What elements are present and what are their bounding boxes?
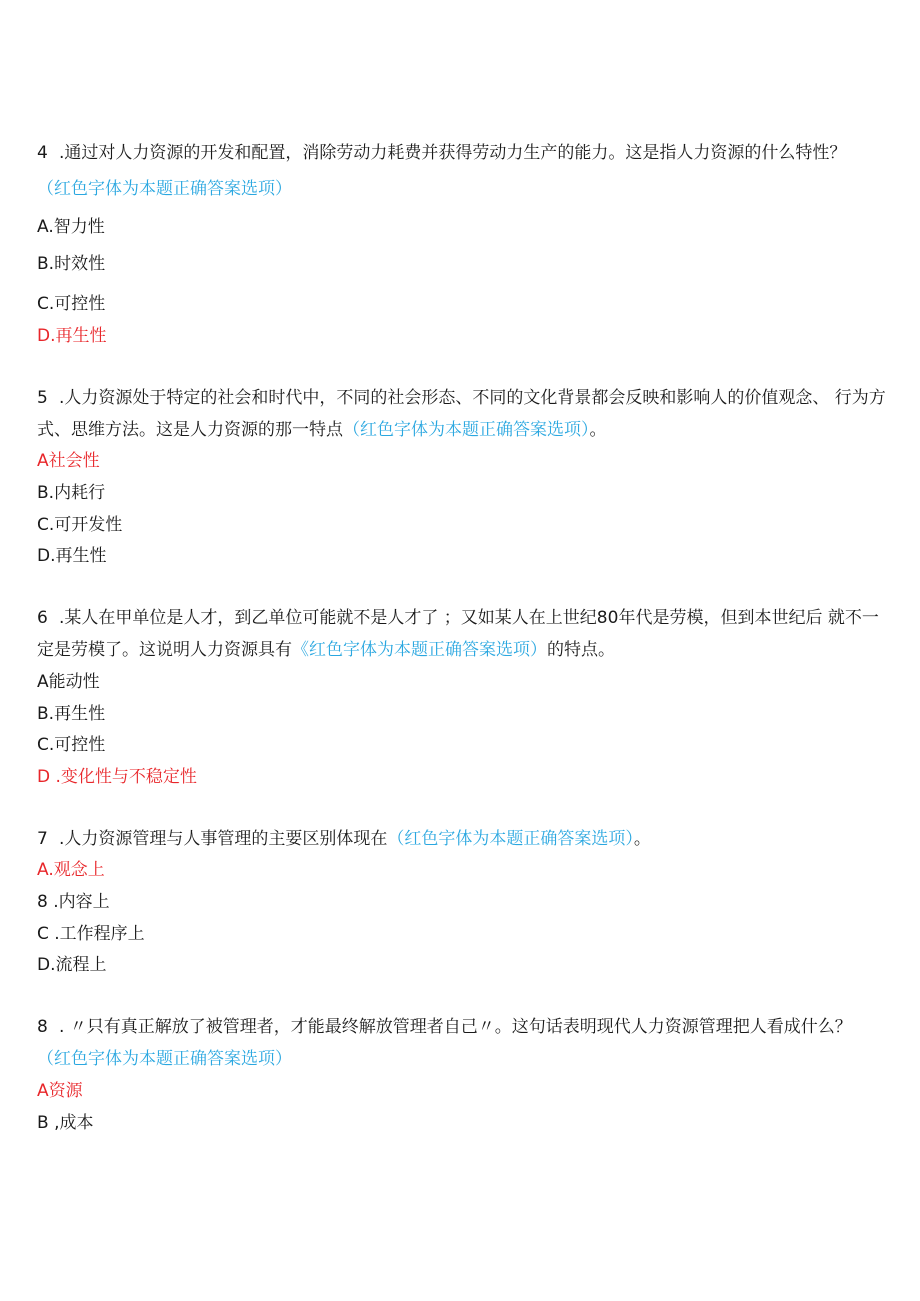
q6-option-a: A能动性	[37, 672, 100, 692]
q5-option-b: B.内耗行	[37, 483, 106, 503]
question-tail: 。	[633, 829, 651, 849]
q5-option-c: C.可开发性	[37, 515, 123, 535]
question-5-stem-line2	[37, 418, 607, 442]
q6-option-c: C.可控性	[37, 735, 106, 755]
q7-option-a-correct: A.观念上	[37, 860, 105, 880]
question-4-stem	[37, 141, 846, 165]
q5-option-d: D.再生性	[37, 546, 107, 566]
q6-option-d-correct: D .变化性与不稳定性	[37, 767, 197, 787]
q7-option-c: C .工作程序上	[37, 924, 145, 944]
question-6-stem-line2	[37, 638, 615, 662]
q5-option-a-correct: A社会性	[37, 451, 100, 471]
question-text: .某人在甲单位是人才，到乙单位可能就不是人才了 ；又如某人在上世纪80年代是劳模，但到本世纪后 就不一	[59, 608, 879, 628]
q4-option-d-correct: D.再生性	[37, 326, 107, 346]
q8-option-a-correct: A资源	[37, 1081, 83, 1101]
question-tail: 的特点。	[547, 640, 615, 660]
q8-option-b: B ,成本	[37, 1113, 94, 1133]
q4-option-c: C.可控性	[37, 294, 106, 314]
question-text: 定是劳模了。这说明人力资源具有	[37, 640, 292, 660]
question-number: 7	[37, 829, 48, 849]
q6-option-b: B.再生性	[37, 704, 106, 724]
question-8-hint: （红色字体为本题正确答案选项）	[37, 1049, 292, 1069]
question-7-stem	[37, 827, 651, 851]
question-6-stem-line1	[37, 606, 879, 630]
question-number: 4	[37, 143, 48, 163]
question-tail: 。	[589, 420, 607, 440]
q4-option-b: B.时效性	[37, 254, 106, 274]
question-text: .人力资源处于特定的社会和时代中，不同的社会形态、不同的文化背景都会反映和影响人的价值观念、 行为方	[59, 388, 886, 408]
question-text: .人力资源管理与人事管理的主要区别体现在	[59, 829, 388, 849]
question-5-hint: （红色字体为本题正确答案选项）	[343, 420, 590, 440]
question-6-hint: 《红色字体为本题正确答案选项）	[292, 640, 547, 660]
q7-option-b: 8 .内容上	[37, 892, 110, 912]
question-4-hint: （红色字体为本题正确答案选项）	[37, 179, 292, 199]
question-text: 式、思维方法。这是人力资源的那一特点	[37, 420, 343, 440]
q4-option-a: A.智力性	[37, 217, 105, 237]
question-8-stem	[37, 1015, 852, 1039]
question-text: . 〃只有真正解放了被管理者，才能最终解放管理者自己〃。这句话表明现代人力资源管理把人看成什么？	[59, 1017, 852, 1037]
q7-option-d: D.流程上	[37, 955, 107, 975]
question-number: 8	[37, 1017, 48, 1037]
question-5-stem-line1	[37, 386, 886, 410]
question-number: 5	[37, 388, 48, 408]
question-7-hint: （红色字体为本题正确答案选项）	[387, 829, 634, 849]
question-number: 6	[37, 608, 48, 628]
question-text: .通过对人力资源的开发和配置，消除劳动力耗费并获得劳动力生产的能力。这是指人力资源的什么特性？	[59, 143, 847, 163]
